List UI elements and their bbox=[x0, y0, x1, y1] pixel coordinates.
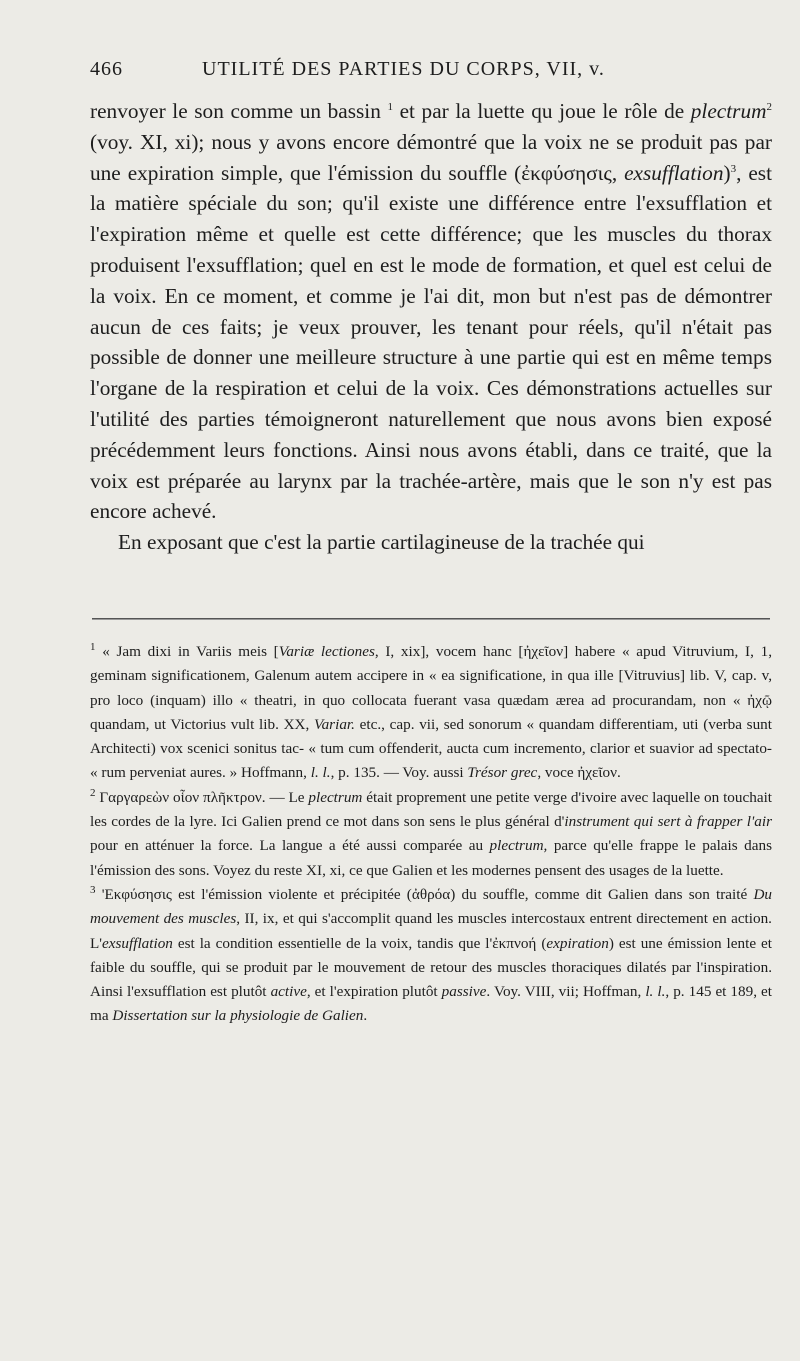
italic-term: plectrum bbox=[690, 99, 767, 123]
footnote-1 bbox=[90, 640, 772, 786]
italic-term: passive bbox=[441, 983, 487, 1001]
italic-term: plectrum bbox=[308, 788, 363, 806]
greek-term: ἐκφύσησις bbox=[521, 160, 612, 185]
text-run: 'Εκφύσησις est l'émission violente et précipitée (ἀθρόα) du souffle, comme dit Galien dans son traité bbox=[95, 885, 754, 903]
italic-term: Variæ lectiones bbox=[278, 643, 375, 660]
text-run: (voy. XI, xi); nous y avons encore démontré que la voix ne se produit pas par une expiration simple, que l'émission du souffle ( bbox=[90, 129, 772, 185]
footnote-mark: 2 bbox=[90, 786, 96, 799]
text-run: etc., cap. vii, sed sonorum « quandam differentiam, uti (verba sunt Architecti) vox scenici sonitus tac- « tum cum offenderit, aucta cum incremento, clarior et suavior ad spectato- « rum perveniat aures. » Hoffmann, bbox=[90, 715, 772, 782]
italic-term: Variar. bbox=[314, 715, 355, 733]
italic-term: expiration bbox=[546, 934, 609, 952]
text-run: , p. 145 et 189, et ma bbox=[90, 983, 772, 1025]
italic-term: instrument qui sert à frapper l'air bbox=[564, 813, 772, 831]
text-run: et par la luette qu joue le rôle de bbox=[392, 99, 691, 123]
text-run: ) est une émission lente et faible du souffle, qui se produit par le mouvement de retour des muscles thoraciques dilatés par l'inspiration. Ainsi l'exsufflation est plutôt bbox=[90, 934, 772, 1001]
italic-term: exsufflation bbox=[102, 934, 173, 952]
text-run: . bbox=[363, 1007, 368, 1025]
text-run: , et l'expiration plutôt bbox=[306, 983, 442, 1001]
main-text bbox=[90, 96, 772, 558]
text-run: était proprement une petite verge d'ivoire avec laquelle on touchait les cordes de la lyre. Ici Galien prend ce mot dans son sens le plus général d' bbox=[90, 788, 773, 831]
footnote-ref-1[interactable]: 1 bbox=[387, 100, 393, 113]
footnotes bbox=[90, 640, 772, 1029]
italic-term: Trésor grec bbox=[467, 764, 538, 782]
text-run: Γαργαρεὼν οἷον πλῆκτρον. — Le bbox=[95, 788, 309, 806]
text-run: parce qu'elle frappe le palais dans l'émission des sons. Voyez du reste XI, xi, ce que Galien et les modernes pensent des usages de la luette. bbox=[90, 837, 772, 879]
text-run: pour en atténuer la force. La langue a été aussi comparée au bbox=[90, 837, 490, 855]
text-run: renvoyer le son comme un bassin bbox=[90, 99, 388, 123]
italic-term: Dissertation sur la physiologie de Galien bbox=[112, 1007, 364, 1025]
text-run: , p. 135. — Voy. aussi bbox=[330, 764, 468, 782]
text-run: , I, xix], vocem hanc [ἠχεῖον] habere « apud Vitruvium, I, 1, geminam significationem, Galenum autem accipere in « ea significatione, in qua ille [Vitruvius] lib. V, cap. v, pro loco (inquam) illo « theatri, in quo collocata fuerant vasa quædam ærea ad procurandam, non « ἠχῷ quandam, ut Victorius vult lib. XX, bbox=[90, 643, 772, 733]
footnote-mark: 3 bbox=[90, 883, 96, 896]
text-run: , voce ἠχεῖον. bbox=[537, 764, 621, 782]
text-run: , II, ix, et qui s'accomplit quand les muscles intercostaux entrent directement en action. L' bbox=[90, 910, 772, 952]
page-number: 466 bbox=[90, 58, 123, 80]
text-run: est la condition essentielle de la voix, tandis que l'ἐκπνοή ( bbox=[172, 934, 547, 952]
footnote-separator bbox=[92, 618, 770, 620]
text-run: . Voy. VIII, vii; Hoffman, bbox=[486, 983, 646, 1001]
italic-term: l. l. bbox=[310, 764, 331, 782]
footnote-3 bbox=[90, 883, 772, 1029]
footnote-ref-2[interactable]: 2 bbox=[766, 100, 772, 113]
italic-term: plectrum, bbox=[489, 837, 548, 855]
text-run: « Jam dixi in Variis meis [ bbox=[95, 643, 279, 660]
paragraph: En exposant que c'est la partie cartilagineuse de la trachée qui bbox=[118, 530, 645, 555]
footnote-ref-3[interactable]: 3 bbox=[730, 162, 737, 175]
italic-term: exsufflation bbox=[624, 160, 724, 185]
text-run: , est la matière spéciale du son; qu'il existe une différence entre l'exsufflation et l'expiration même et quelle est cette différence; que les muscles du thorax produisent l'exsufflation; quel en est le mode de formation, et quel est celui de la voix. En ce moment, et comme je l'ai dit, mon but n'est pas de démontrer aucun de ces faits; je veux prouver, les tenant pour réels, qu'il n'était pas possible de donner une meilleure structure à une partie qui est en même temps l'organe de la respiration et celui de la voix. Ces démonstrations actuelles sur l'utilité des parties témoigneront naturellement que nous avons bien exposé précédemment leurs fonctions. Ainsi nous avons établi, dans ce traité, que la voix est préparée au larynx par la trachée-artère, mais que le son n'y est pas encore achevé. bbox=[90, 160, 772, 524]
italic-term: active bbox=[270, 983, 307, 1001]
italic-term: l. l. bbox=[645, 983, 666, 1001]
footnote-2 bbox=[90, 786, 772, 883]
page-header bbox=[90, 58, 770, 88]
running-title: UTILITÉ DES PARTIES DU CORPS, VII, v. bbox=[202, 58, 605, 80]
text-run: ) bbox=[723, 160, 731, 185]
text-run: , bbox=[611, 160, 625, 185]
footnote-mark: 1 bbox=[90, 640, 96, 653]
paragraph bbox=[90, 96, 772, 527]
italic-term: Du mouvement des muscles bbox=[90, 885, 772, 928]
